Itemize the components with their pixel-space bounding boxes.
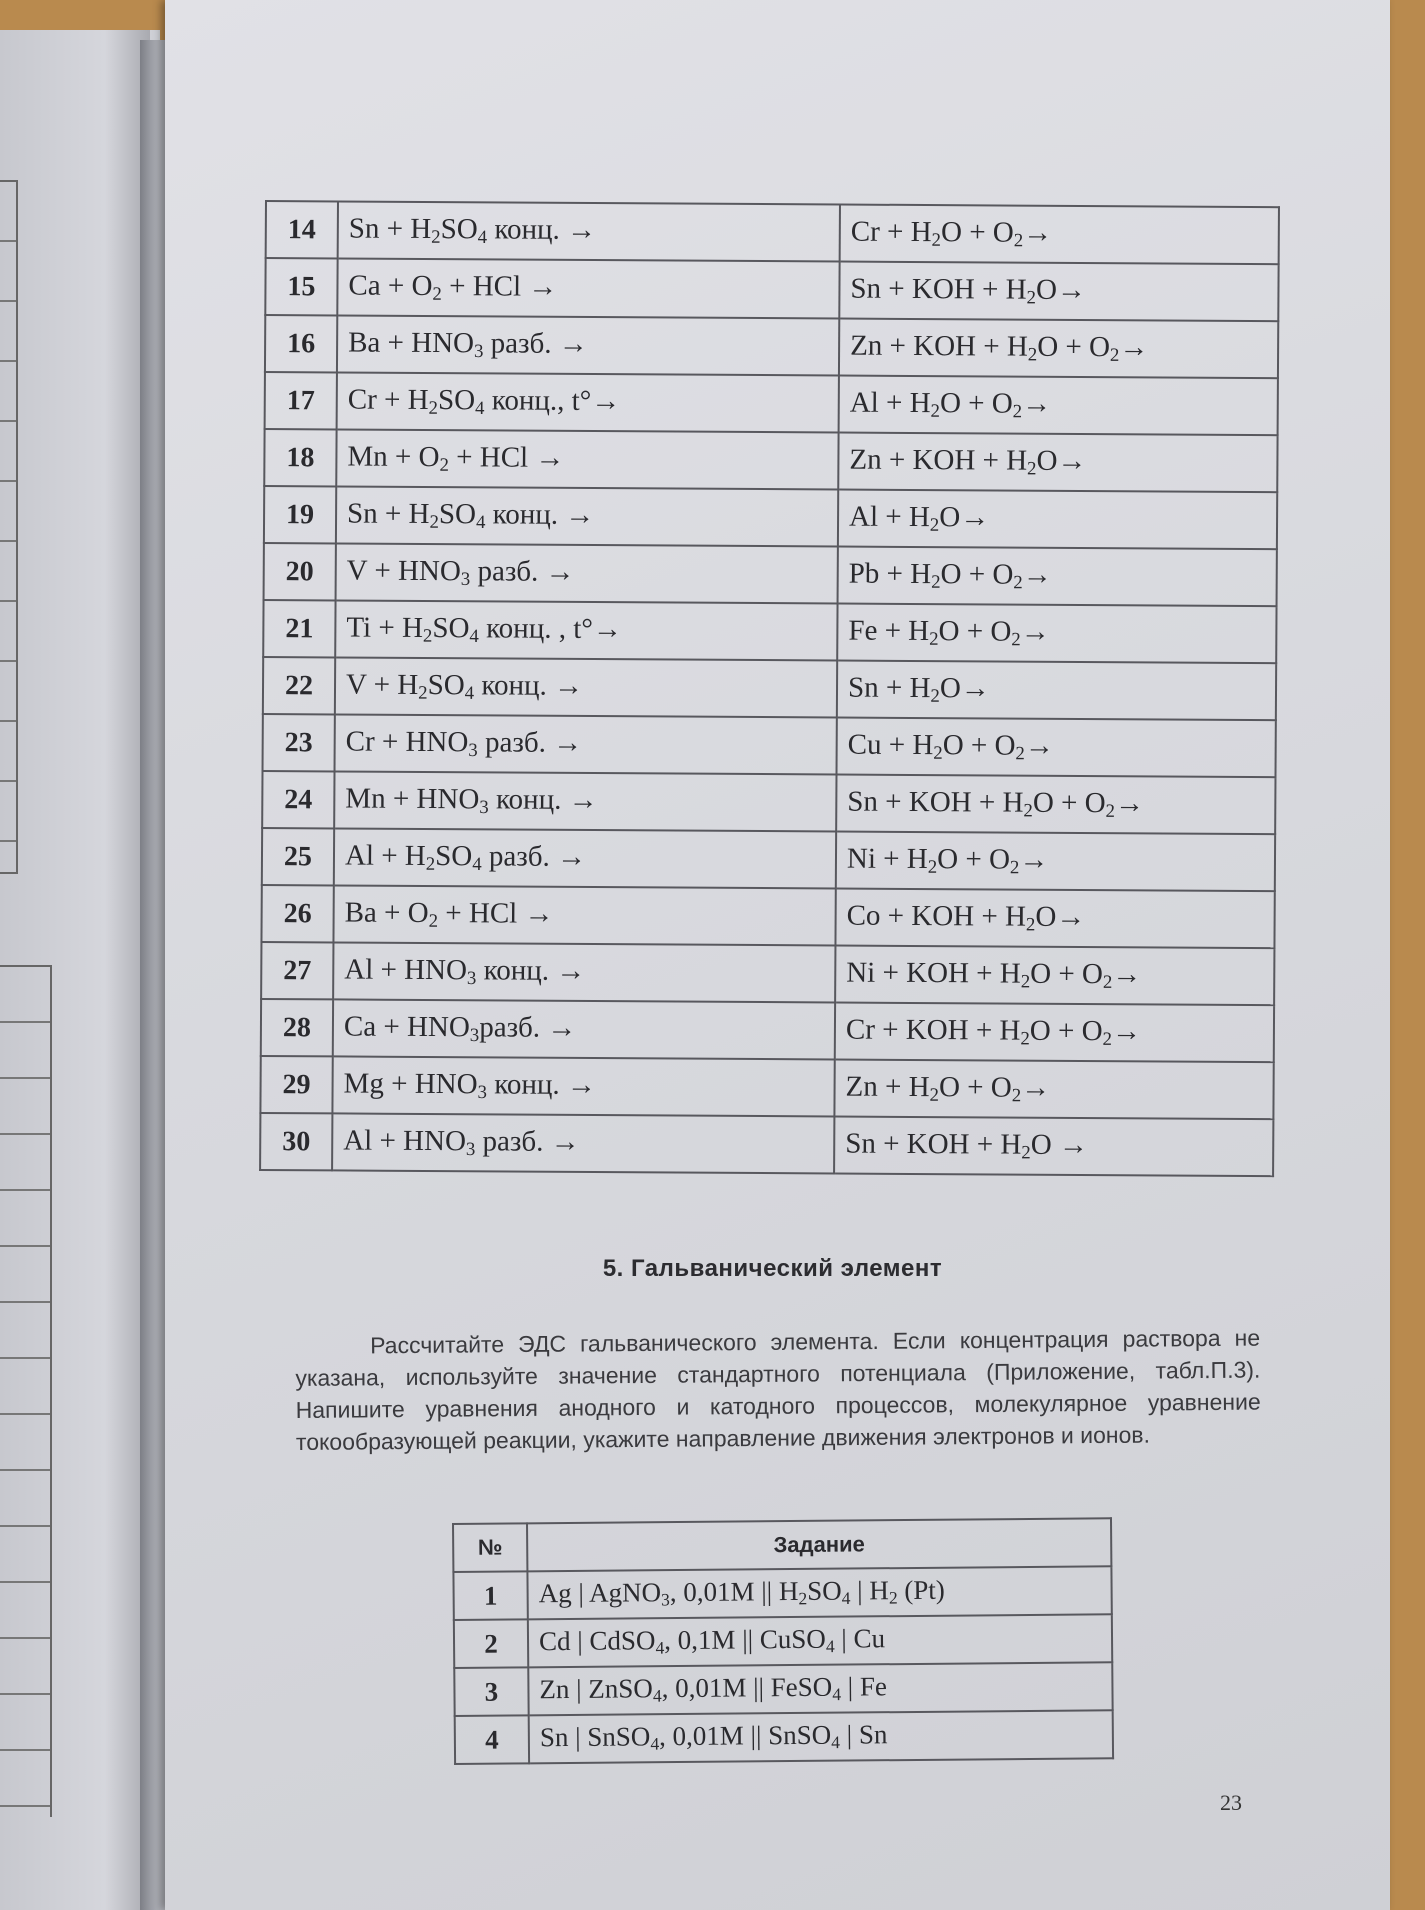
reaction-row: [264, 486, 1277, 549]
galvanic-cell-scheme: Sn | SnSO$_4$, 0,01M || SnSO$_4$ | Sn: [529, 1710, 1113, 1763]
left-page: [0, 30, 150, 1910]
reaction-number: 22: [263, 657, 335, 714]
reaction-left-formula: $Ca + O_2$ + HCl →: [337, 258, 839, 318]
section-instructions: Рассчитайте ЭДС гальванического элемента. Если концентрация раствора не указана, используйте значение стандартного потенциала (Приложение, табл.П.3). Напишите уравнения анодного и катодного процессов, молекулярное уравнение токообразующей реакции, укажите направление движения электронов и ионов.: [295, 1324, 1261, 1455]
reaction-row: [260, 1056, 1273, 1119]
reaction-left-formula: $V + HNO_3$ разб. →: [336, 543, 838, 603]
galvanic-row-number: 4: [455, 1715, 529, 1764]
reaction-number: 26: [261, 885, 333, 942]
reaction-left-formula: $Cr + H_2SO_4$ конц., t°→: [337, 372, 839, 432]
galvanic-cell-scheme: Zn | ZnSO$_4$, 0,01M || FeSO$_4$ | Fe: [528, 1662, 1112, 1715]
galvanic-row-number: 3: [454, 1667, 528, 1716]
galvanic-cell-scheme: Cd | CdSO$_4$, 0,1M || CuSO$_4$ | Cu: [528, 1614, 1112, 1667]
reaction-number: 20: [264, 543, 336, 600]
reaction-left-formula: $Ba + O_2$ + HCl →: [333, 885, 835, 945]
reaction-right-formula: Zn + KOH + $H_2O + O_2\to$: [839, 319, 1278, 379]
reaction-number: 23: [263, 714, 335, 771]
reaction-row: [260, 1113, 1273, 1176]
galvanic-table-body: [453, 1566, 1113, 1764]
reaction-right-formula: $Pb + H_2O + O_2\to$: [838, 547, 1277, 607]
header-number: №: [453, 1523, 527, 1572]
reaction-row: [265, 258, 1278, 321]
reaction-number: 19: [264, 486, 336, 543]
reaction-number: 29: [260, 1056, 332, 1113]
reaction-left-formula: $Sn + H_2SO_4$ конц. →: [338, 201, 840, 261]
galvanic-row: [455, 1710, 1113, 1764]
reaction-left-formula: $Ba + HNO_3$ разб. →: [337, 315, 839, 375]
reaction-number: 30: [260, 1113, 332, 1170]
reaction-number: 14: [266, 201, 338, 258]
reaction-row: [261, 999, 1274, 1062]
reaction-number: 17: [265, 372, 337, 429]
reaction-left-formula: $Al + HNO_3$ разб. →: [332, 1113, 834, 1173]
galvanic-row: [454, 1662, 1112, 1716]
reaction-right-formula: Sn + KOH + $H_2O + O_2\to$: [836, 775, 1275, 835]
reactions-table-body: [260, 201, 1279, 1176]
reaction-right-formula: Sn + KOH + $H_2O$ →: [834, 1116, 1273, 1176]
reaction-row: [263, 657, 1276, 720]
reaction-left-formula: $Mg + HNO_3$ конц. →: [332, 1056, 834, 1116]
section-title: 5. Гальванический элемент: [602, 1255, 943, 1282]
reaction-right-formula: $Al + H_2O + O_2\to$: [839, 376, 1278, 436]
left-page-table-fragment: [0, 180, 18, 874]
reaction-right-formula: Ni + KOH + $H_2O + O_2\to$: [835, 945, 1274, 1005]
reaction-left-formula: $Mn + O_2$ + HCl →: [336, 429, 838, 489]
header-task: Задание: [527, 1518, 1111, 1571]
galvanic-row: [453, 1566, 1111, 1620]
reaction-left-formula: $Mn + HNO_3$ конц. →: [334, 771, 836, 831]
reaction-row: [262, 771, 1275, 834]
reaction-left-formula: $Al + H_2SO_4$ разб. →: [334, 828, 836, 888]
reaction-right-formula: Co + KOH + $H_2O\to$: [835, 888, 1274, 948]
reaction-number: 21: [263, 600, 335, 657]
reaction-left-formula: $Cr + HNO_3$ разб. →: [335, 714, 837, 774]
reaction-row: [263, 714, 1276, 777]
reaction-row: [262, 828, 1275, 891]
reaction-left-formula: $Sn + H_2SO_4$ конц. →: [336, 486, 838, 546]
reaction-row: [264, 429, 1277, 492]
reaction-right-formula: $Cu + H_2O + O_2\to$: [837, 718, 1276, 778]
reaction-left-formula: $V + H_2SO_4$ конц. →: [335, 657, 837, 717]
reaction-number: 24: [262, 771, 334, 828]
reaction-right-formula: $Zn + H_2O + O_2\to$: [834, 1059, 1273, 1119]
reaction-right-formula: $Sn + H_2O\to$: [837, 661, 1276, 721]
reaction-right-formula: $Cr + H_2O + O_2\to$: [840, 205, 1279, 265]
galvanic-table-header-row: [453, 1518, 1111, 1572]
reaction-number: 18: [264, 429, 336, 486]
reaction-number: 28: [261, 999, 333, 1056]
galvanic-table: [452, 1517, 1114, 1765]
reactions-table: [259, 200, 1280, 1177]
galvanic-row: [454, 1614, 1112, 1668]
reaction-number: 27: [261, 942, 333, 999]
reaction-number: 16: [265, 315, 337, 372]
reaction-left-formula: $Ca + HNO_3разб$. →: [333, 999, 835, 1059]
galvanic-row-number: 2: [454, 1619, 528, 1668]
reaction-row: [265, 315, 1278, 378]
reaction-right-formula: Sn + KOH + $H_2O\to$: [839, 262, 1278, 322]
reaction-row: [265, 372, 1278, 435]
reaction-right-formula: Cr + KOH + $H_2O + O_2\to$: [835, 1002, 1274, 1062]
galvanic-cell-scheme: Ag | AgNO$_3$, 0,01M || $H_2SO_4$ | $H_2$ (Pt): [527, 1566, 1111, 1619]
reaction-row: [261, 885, 1274, 948]
reaction-left-formula: $Ti + H_2SO_4$ конц. , t°→: [335, 600, 837, 660]
galvanic-row-number: 1: [453, 1571, 527, 1620]
reaction-row: [266, 201, 1279, 264]
reaction-right-formula: $Ni + H_2O + O_2\to$: [836, 832, 1275, 892]
right-page: [165, 0, 1390, 1910]
reaction-row: [263, 600, 1276, 663]
reaction-row: [261, 942, 1274, 1005]
reaction-left-formula: $Al + HNO_3$ конц. →: [333, 942, 835, 1002]
reaction-right-formula: Zn + KOH + $H_2O\to$: [838, 433, 1277, 493]
page-number: 23: [1220, 1790, 1242, 1815]
reaction-right-formula: $Al + H_2O\to$: [838, 490, 1277, 550]
reaction-row: [264, 543, 1277, 606]
reaction-number: 25: [262, 828, 334, 885]
left-page-table-fragment-lower: [0, 965, 52, 1817]
reaction-number: 15: [265, 258, 337, 315]
reaction-right-formula: $Fe + H_2O + O_2\to$: [837, 604, 1276, 664]
